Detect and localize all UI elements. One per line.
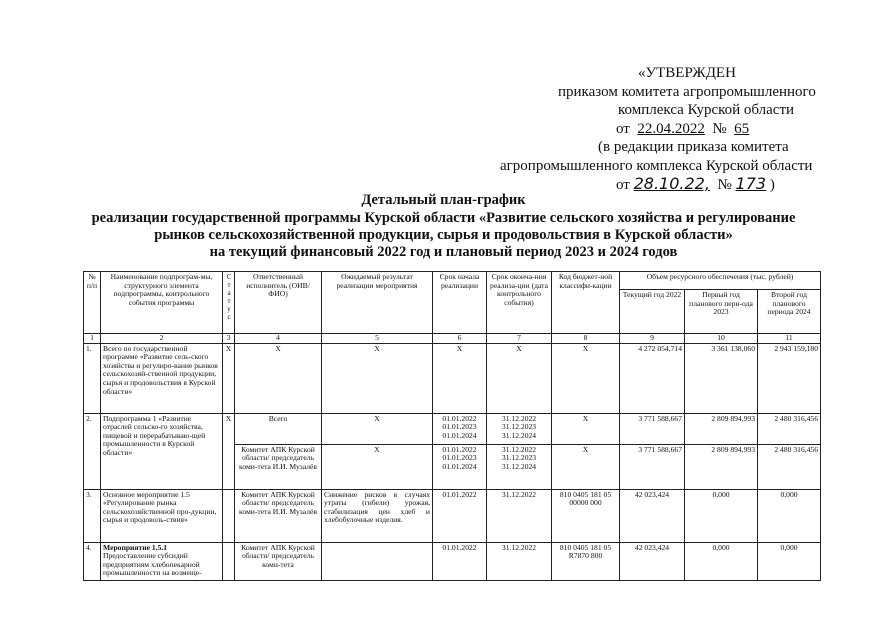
- row-value-2024: 0,000: [758, 542, 821, 580]
- column-number: 6: [433, 334, 487, 344]
- row-value-2023: 0,000: [685, 489, 758, 542]
- handwritten-number: 173: [735, 174, 767, 193]
- row-code: 810 0405 181 05 00000 000: [552, 489, 620, 542]
- handwritten-date: 28.10.22,: [633, 174, 710, 193]
- header-num: № п/п: [84, 272, 101, 334]
- plan-subtitle: рынков сельскохозяйственной продукции, сырья и продовольствия в Курской области»: [154, 227, 733, 243]
- row-name: Подпрограмма 1 «Развитие отраслей сельско-го хозяйства, пищевой и перерабатываю-щей промышленности в Курской области»: [101, 413, 223, 489]
- row-start: 01.01.2022: [433, 489, 487, 542]
- approval-title: «УТВЕРЖДЕН: [638, 65, 736, 81]
- row-value-2024: 2 480 316,456: [758, 413, 821, 444]
- row-num: 2.: [84, 413, 101, 489]
- row-result: Снижение рисков в случаях утраты (гибели) урожая, стабилизация цен хлеб и хлебобулочные изделия.: [322, 489, 433, 542]
- number-label: №: [712, 120, 727, 137]
- column-number: 8: [552, 334, 620, 344]
- from-label: от: [616, 120, 630, 137]
- plan-title: Детальный план-график: [361, 192, 526, 208]
- row-value-2023: 3 361 138,060: [685, 343, 758, 413]
- header-year-2023: Первый год планового пери-ода 2023: [685, 290, 758, 334]
- row-name-text: Предоставление субсидий предприятиям хлебопекарной промышленности на возмеще-: [103, 551, 202, 578]
- row-value-2024: 2 943 159,180: [758, 343, 821, 413]
- approval-line: комплекса Курской области: [618, 102, 795, 118]
- row-executor: Комитет АПК Курской области/ председатель коми-тета И.И. Музалёв: [235, 444, 322, 489]
- row-code: Х: [552, 444, 620, 489]
- approval-date: 22.04.2022: [637, 120, 705, 137]
- row-value-2022: 42 023,424: [620, 542, 685, 580]
- edition-line: агропромышленного комплекса Курской области: [500, 157, 813, 174]
- approval-date-line: [480, 120, 820, 139]
- column-number: 1: [84, 334, 101, 344]
- header-volume: Объем ресурсного обеспечения (тыс. рублей): [620, 272, 821, 290]
- approval-stamp: [480, 64, 820, 195]
- column-number: 5: [322, 334, 433, 344]
- column-number-row: [84, 334, 821, 344]
- row-executor: Всего: [235, 413, 322, 444]
- header-year-2024: Второй год планового периода 2024: [758, 290, 821, 334]
- row-result: Х: [322, 444, 433, 489]
- row-code: Х: [552, 413, 620, 444]
- column-number: 2: [101, 334, 223, 344]
- row-code: 810 0405 181 05 R7870 800: [552, 542, 620, 580]
- row-value-2022: 3 771 588,667: [620, 444, 685, 489]
- column-number: 4: [235, 334, 322, 344]
- row-name-title: Мероприятие 1.5.1: [103, 542, 168, 552]
- column-number: 7: [487, 334, 552, 344]
- row-start: 01.01.2022 01.01.2023 01.01.2024: [433, 444, 487, 489]
- approval-line: приказом комитета агропромышленного: [558, 83, 816, 100]
- row-value-2023: 2 809 894,993: [685, 413, 758, 444]
- row-start: 01.01.2022: [433, 542, 487, 580]
- row-end: 31.12.2022: [487, 542, 552, 580]
- row-result: Х: [322, 413, 433, 444]
- row-value-2022: 42 023,424: [620, 489, 685, 542]
- table-row: [84, 489, 821, 542]
- row-status: Х: [223, 343, 235, 413]
- row-start: Х: [433, 343, 487, 413]
- row-value-2024: 2 480 316,456: [758, 444, 821, 489]
- table-row: [84, 542, 821, 580]
- row-end: 31.12.2022: [487, 489, 552, 542]
- row-num: 3.: [84, 489, 101, 542]
- header-year-2022: Текущий год 2022: [620, 290, 685, 334]
- row-end: Х: [487, 343, 552, 413]
- row-value-2023: 0,000: [685, 542, 758, 580]
- header-result: Ожидаемый результат реализации мероприятия: [322, 272, 433, 334]
- row-value-2022: 3 771 588,667: [620, 413, 685, 444]
- plan-schedule-table: [83, 271, 821, 581]
- column-number: 3: [223, 334, 235, 344]
- column-number: 11: [758, 334, 821, 344]
- header-code: Код бюджет-ной классифи-кации: [552, 272, 620, 334]
- row-num: 1.: [84, 343, 101, 413]
- row-value-2023: 2 809 894,993: [685, 444, 758, 489]
- row-value-2024: 0,000: [758, 489, 821, 542]
- from-label: от: [616, 177, 630, 193]
- row-num: 4.: [84, 542, 101, 580]
- table-header-row: [84, 272, 821, 290]
- header-status: Статус: [223, 272, 235, 334]
- column-number: 10: [685, 334, 758, 344]
- table-row: [84, 343, 821, 413]
- row-status: Х: [223, 413, 235, 489]
- row-end: 31.12.2022 31.12.2023 31.12.2024: [487, 413, 552, 444]
- row-executor: Х: [235, 343, 322, 413]
- approval-number: 65: [734, 120, 750, 137]
- row-end: 31.12.2022 31.12.2023 31.12.2024: [487, 444, 552, 489]
- row-name: Всего по государственной программе «Развитие сель-ского хозяйства и регулиро-вание рынков сельскохозяй-ственной продукции, сырья и продовольствия в Курской области»: [101, 343, 223, 413]
- row-start: 01.01.2022 01.01.2023 01.01.2024: [433, 413, 487, 444]
- column-number: 9: [620, 334, 685, 344]
- number-label: №: [717, 177, 732, 193]
- table-row: [84, 413, 821, 444]
- header-end: Срок оконча-ния реализа-ции (дата контрольного события): [487, 272, 552, 334]
- edition-line: (в редакции приказа комитета: [598, 139, 789, 155]
- closing-paren: ): [769, 177, 775, 193]
- row-value-2022: 4 272 054,714: [620, 343, 685, 413]
- plan-period: на текущий финансовый 2022 год и плановый период 2023 и 2024 годов: [209, 244, 678, 260]
- row-executor: Комитет АПК Курской области/ председатель коми-тета И.И. Музалёв: [235, 489, 322, 542]
- row-result: Х: [322, 343, 433, 413]
- row-result: [322, 542, 433, 580]
- header-name: Наименование подпрограм-мы, структурного элемента подпрограммы, контрольного события программы: [101, 272, 223, 334]
- row-executor: Комитет АПК Курской области/ председатель коми-тета: [235, 542, 322, 580]
- row-name: Основное мероприятие 1.5 «Регулирование рынка сельскохозяйственной про-дукции, сырья и продоволь-ствия»: [101, 489, 223, 542]
- plan-subtitle: реализации государственной программы Курской области «Развитие сельского хозяйства и регулирование: [91, 210, 796, 226]
- row-code: Х: [552, 343, 620, 413]
- row-name: [101, 542, 223, 580]
- row-status: [223, 542, 235, 580]
- header-start: Срок начала реализации: [433, 272, 487, 334]
- row-status: [223, 489, 235, 542]
- header-executor: Ответственный исполнитель (ОИВ/ФИО): [235, 272, 322, 334]
